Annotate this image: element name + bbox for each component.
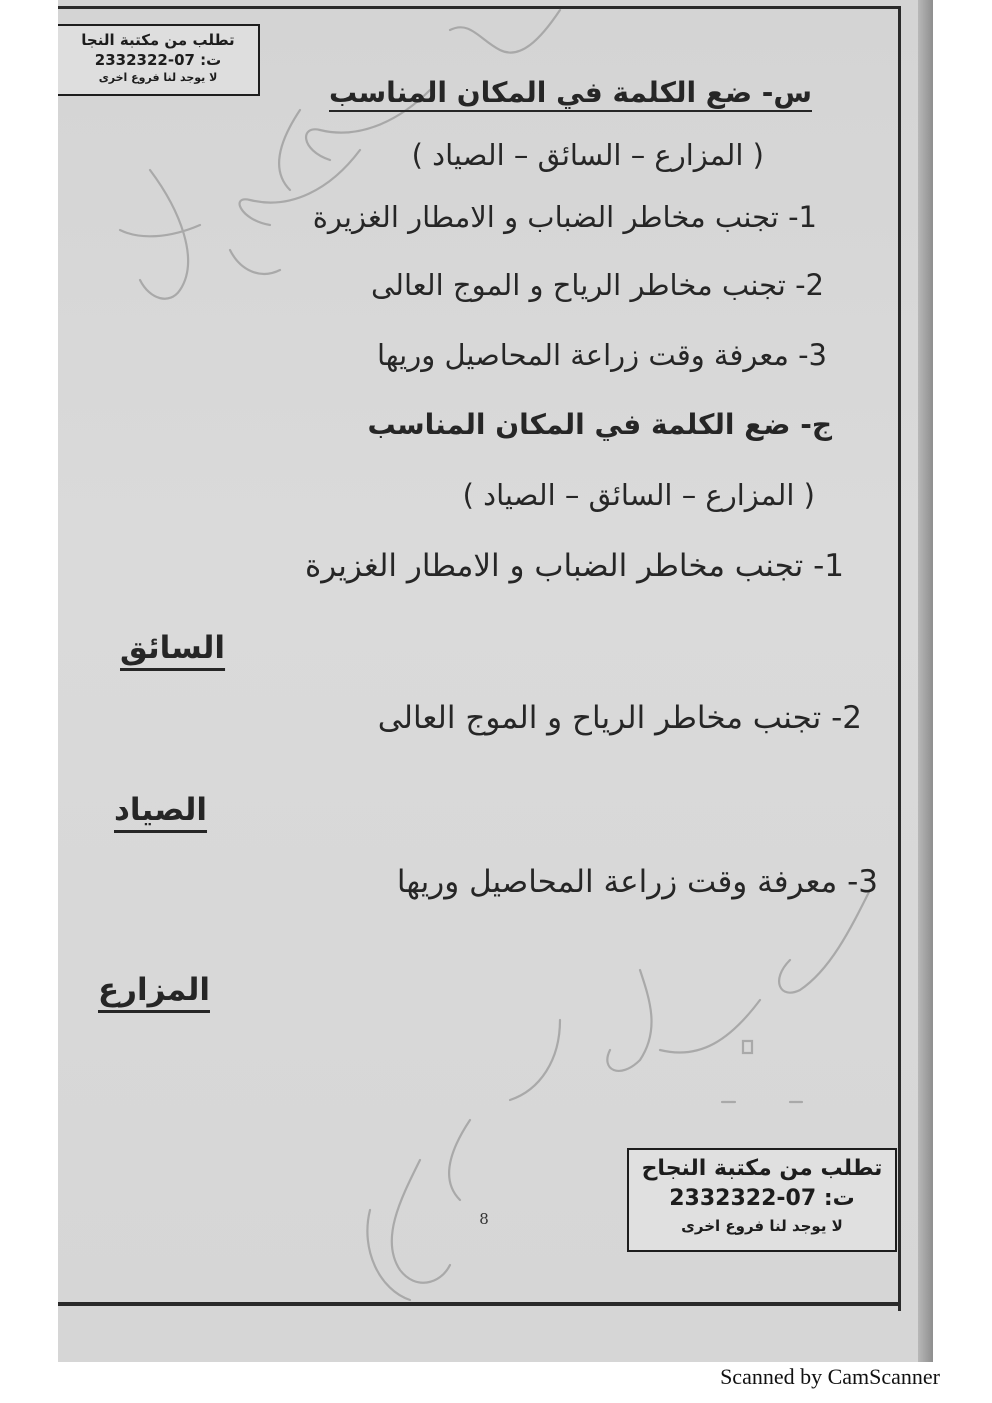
stamp-note: لا يوجد لنا فروع اخرى <box>681 1217 843 1235</box>
page-border-right <box>898 6 901 1311</box>
section2-answer-2: الصياد <box>114 792 208 828</box>
section2-answer-1: السائق <box>120 630 226 666</box>
section1-word-bank: ( المزارع – السائق – الصياد ) <box>411 138 764 172</box>
stamp-phone: ت: 07-2332322 <box>669 1186 855 1211</box>
library-stamp-bottom <box>627 1148 897 1252</box>
section2-word-bank: ( المزارع – السائق – الصياد ) <box>462 478 815 512</box>
section1-item-3: 3- معرفة وقت زراعة المحاصيل وريها <box>376 338 827 372</box>
section2-answer-3: المزارع <box>98 972 210 1008</box>
section2-item-1: 1- تجنب مخاطر الضباب و الامطار الغزيرة <box>304 548 844 584</box>
scanner-footer: Scanned by CamScanner <box>720 1364 940 1389</box>
section1-item-1: 1- تجنب مخاطر الضباب و الامطار الغزيرة <box>312 200 817 234</box>
page-border-top <box>58 6 900 9</box>
stamp-note: لا يوجد لنا فروع اخرى <box>98 71 218 84</box>
section2-item-2: 2- تجنب مخاطر الرياح و الموج العالى <box>377 700 862 736</box>
page-number: 8 <box>479 1210 489 1228</box>
page-edge-shadow <box>918 0 933 1362</box>
stamp-title: تطلب من مكتبة النجا <box>81 31 235 49</box>
section2-heading: ج- ضع الكلمة في المكان المناسب <box>367 408 832 441</box>
section1-heading: س- ضع الكلمة في المكان المناسب <box>329 76 812 109</box>
stamp-phone: ت: 07-2332322 <box>94 51 222 69</box>
page-border-bottom <box>58 1302 900 1306</box>
section2-item-3: 3- معرفة وقت زراعة المحاصيل وريها <box>396 864 878 900</box>
stamp-title: تطلب من مكتبة النجاح <box>641 1156 883 1181</box>
section1-item-2: 2- تجنب مخاطر الرياح و الموج العالى <box>370 268 824 302</box>
library-stamp-top <box>58 24 260 96</box>
